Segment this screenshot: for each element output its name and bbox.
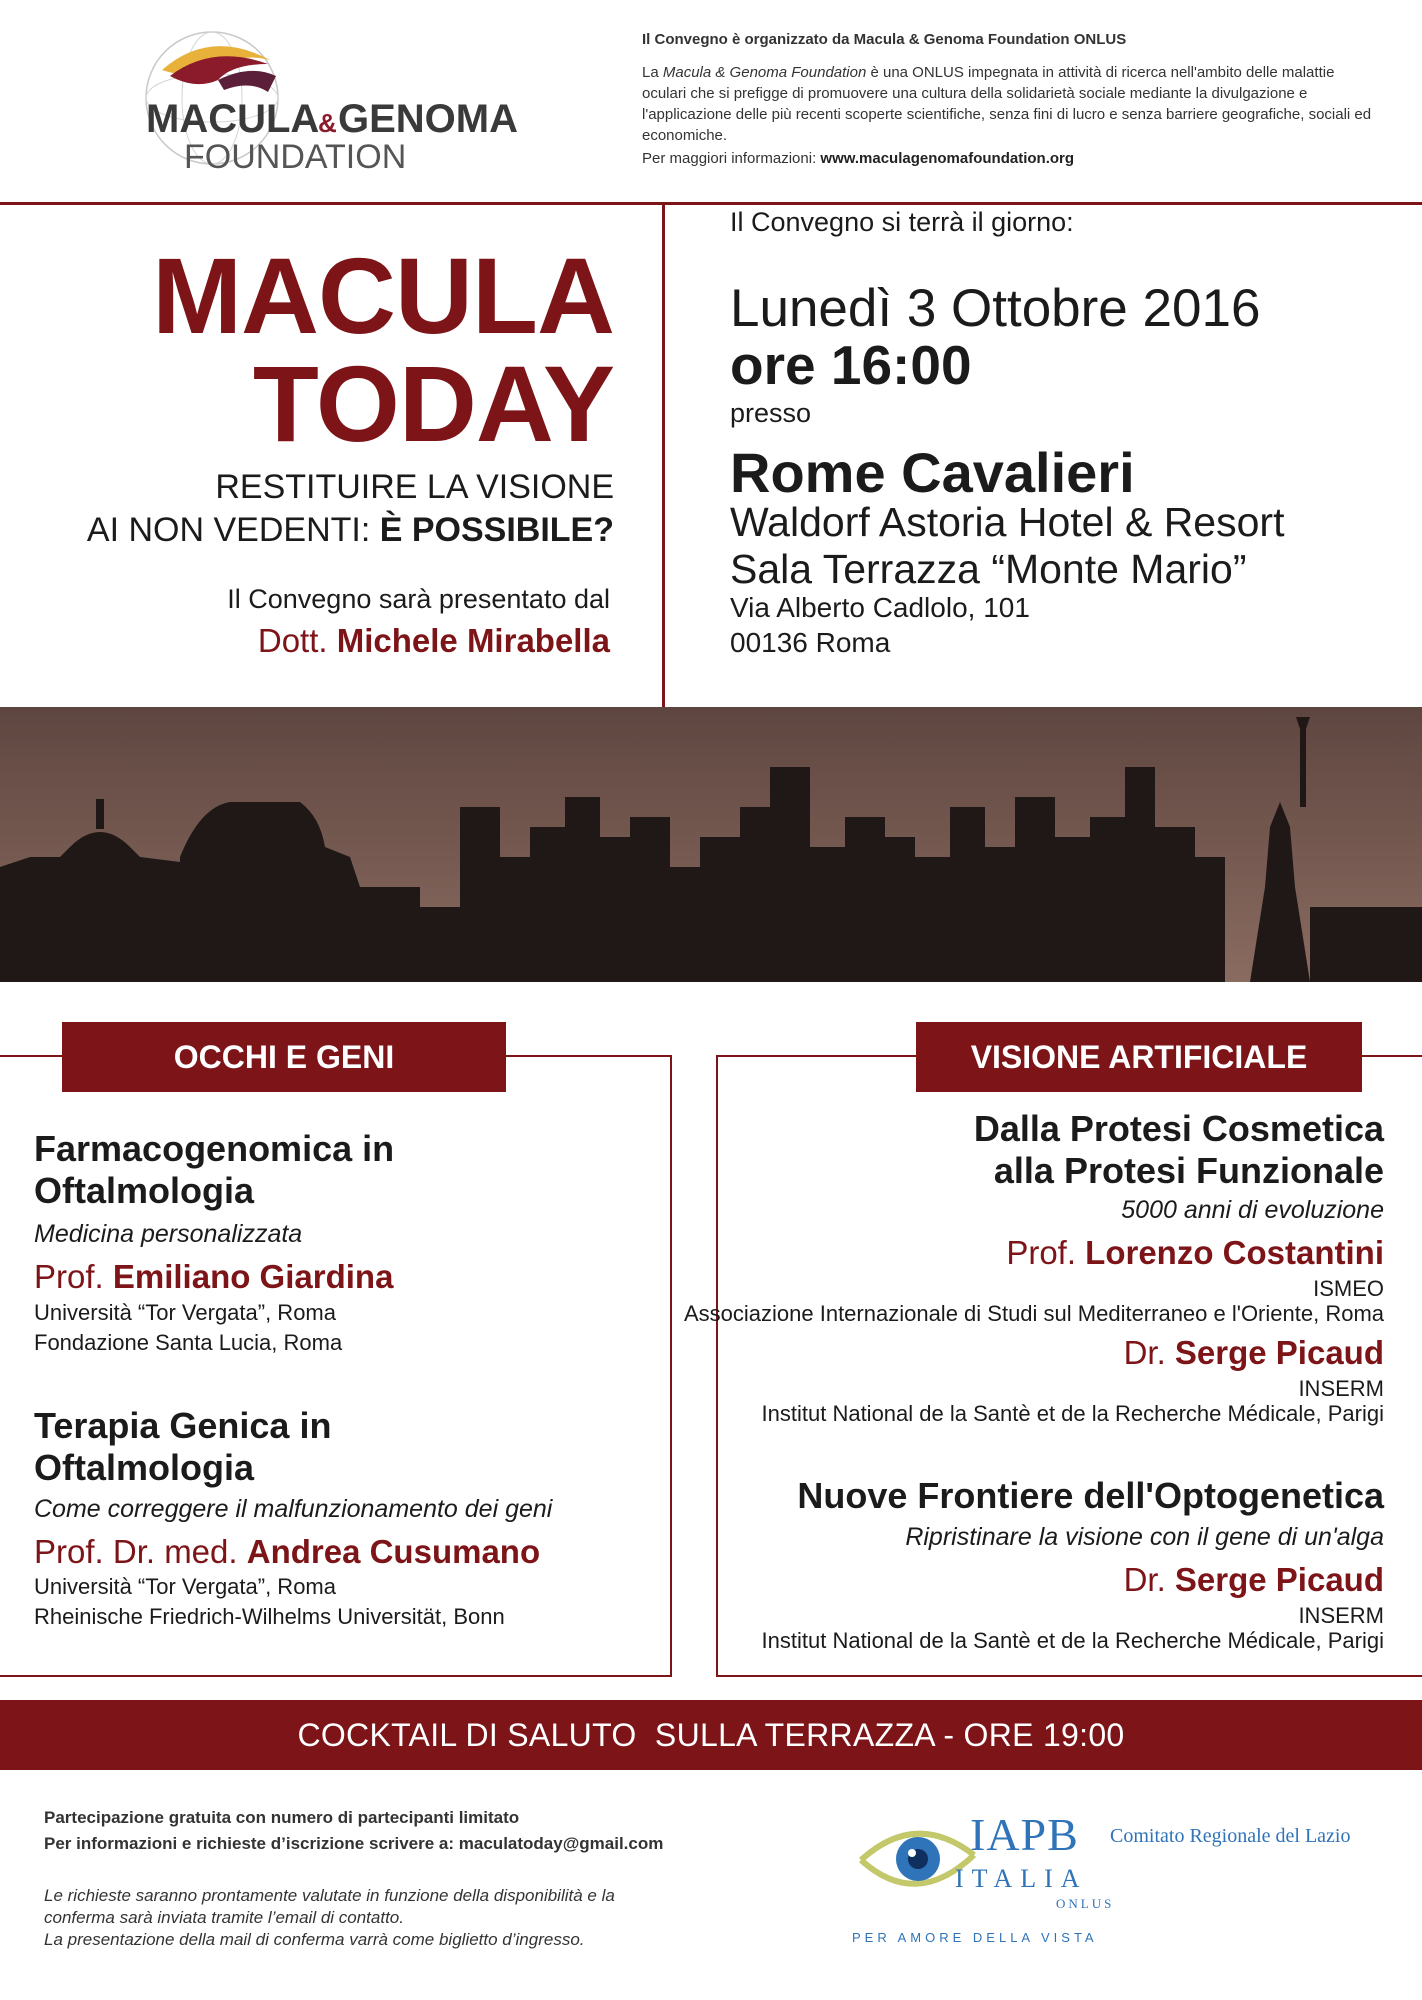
cocktail-banner: COCKTAIL DI SALUTO SULLA TERRAZZA - ORE 19:00 (0, 1700, 1422, 1770)
rtalk2-speaker-name: Serge Picaud (1174, 1561, 1384, 1598)
footer-contact-label: Per informazioni e richieste d’iscrizione scrivere a: (44, 1834, 459, 1853)
talk2-speaker-name: Andrea Cusumano (246, 1533, 541, 1570)
subtitle-line2 (87, 510, 614, 550)
event-presso: presso (730, 398, 812, 428)
talk1-subtitle: Medicina personalizzata (34, 1220, 303, 1248)
logo-word-genoma: GENOMA (338, 97, 518, 141)
presenter-label: Il Convegno sarà presentato dal (227, 584, 610, 614)
talk1-speaker-name: Emiliano Giardina (112, 1258, 394, 1295)
footer-note-1: Le richieste saranno prontamente valutate in funzione della disponibilità e la (44, 1886, 615, 1905)
venue-city: 00136 Roma (730, 627, 891, 658)
rtalk1-speaker2-aff2: Institut National de la Santè et de la Recherche Médicale, Parigi (761, 1401, 1384, 1426)
talk2-title-line2: Oftalmologia (34, 1447, 255, 1488)
rtalk1-speaker2-title: Dr. (1123, 1334, 1175, 1371)
subtitle-line1: RESTITUIRE LA VISIONE (215, 468, 614, 506)
footer-notes (44, 1885, 764, 1951)
subtitle-part-a: AI NON VEDENTI: (86, 511, 380, 549)
iapb-title: IAPB (970, 1809, 1079, 1860)
iapb-onlus: ONLUS (1056, 1896, 1115, 1911)
subtitle-question: È POSSIBILE? (379, 511, 614, 549)
rtalk1-speaker1 (1006, 1234, 1384, 1272)
rtalk2-speaker-title: Dr. (1123, 1561, 1175, 1598)
header-divider (0, 202, 1422, 205)
rtalk2-title: Nuove Frontiere dell'Optogenetica (797, 1475, 1384, 1516)
desc-body: è una ONLUS impegnata in attività di ricerca nell'ambito delle malattie oculari che si prefigge di promuovere una cultura della solidarietà sociale mediante la divulgazione e l'applicazione delle più recenti scoperte scientifiche, senza fini di lucro e senza barriere geografiche, sociali ed economiche. (642, 64, 1372, 144)
talk2-title-line1: Terapia Genica in (34, 1405, 332, 1446)
rtalk1-speaker1-title: Prof. (1006, 1234, 1086, 1271)
venue-hotel: Waldorf Astoria Hotel & Resort (730, 499, 1285, 545)
talk1-speaker-title: Prof. (34, 1258, 113, 1295)
iapb-italia: ITALIA (955, 1864, 1088, 1893)
rtalk1-speaker1-aff1: ISMEO (1313, 1276, 1384, 1301)
talk1-title-line2: Oftalmologia (34, 1170, 255, 1211)
venue-address: Via Alberto Cadlolo, 101 (730, 592, 1030, 623)
rtalk2-aff2: Institut National de la Santè et de la Recherche Médicale, Parigi (761, 1628, 1384, 1653)
rtalk1-speaker1-aff2: Associazione Internazionale di Studi sul Mediterraneo e l'Oriente, Roma (683, 1301, 1384, 1326)
rtalk1-title-line2: alla Protesi Funzionale (993, 1150, 1384, 1191)
footer-contact (44, 1834, 663, 1854)
logo-ampersand: & (318, 108, 337, 138)
talk1-aff2: Fondazione Santa Lucia, Roma (34, 1330, 343, 1355)
talk1-title-line1: Farmacogenomica in (34, 1128, 395, 1169)
title-macula: MACULA (152, 235, 614, 356)
rtalk1-subtitle: 5000 anni di evoluzione (1121, 1196, 1384, 1224)
rtalk2-speaker (1124, 1561, 1384, 1599)
talk1-speaker (34, 1258, 393, 1296)
talk1-aff1: Università “Tor Vergata”, Roma (34, 1300, 336, 1325)
footer-note-3: La presentazione della mail di conferma varrà come biglietto d’ingresso. (44, 1930, 585, 1949)
more-info (642, 150, 1074, 167)
rtalk1-speaker2-aff1: INSERM (1298, 1376, 1384, 1401)
contact-email-link[interactable]: maculatoday@gmail.com (458, 1834, 664, 1853)
more-info-label: Per maggiori informazioni: (642, 150, 821, 167)
center-divider (662, 202, 665, 707)
rtalk2-aff1: INSERM (1298, 1603, 1384, 1628)
talk2-aff2: Rheinische Friedrich-Wilhelms Universität, Bonn (34, 1604, 505, 1629)
rtalk1-speaker2 (1124, 1334, 1384, 1372)
desc-prefix: La (642, 64, 663, 81)
event-intro: Il Convegno si terrà il giorno: (730, 207, 1074, 237)
rtalk1-title-line1: Dalla Protesi Cosmetica (973, 1108, 1384, 1149)
rtalk2-subtitle: Ripristinare la visione con il gene di un'alga (905, 1523, 1384, 1551)
right-section-tag: VISIONE ARTIFICIALE (916, 1022, 1362, 1092)
iapb-committee: Comitato Regionale del Lazio (1110, 1825, 1351, 1847)
foundation-logo (100, 30, 550, 180)
talk2-aff1: Università “Tor Vergata”, Roma (34, 1574, 336, 1599)
presenter-name: Michele Mirabella (336, 622, 610, 659)
title-today: TODAY (252, 343, 614, 464)
website-link[interactable]: www.maculagenomafoundation.org (820, 150, 1075, 167)
footer-participation: Partecipazione gratuita con numero di partecipanti limitato (44, 1808, 520, 1827)
rtalk1-speaker2-name: Serge Picaud (1174, 1334, 1384, 1371)
logo-word-foundation: FOUNDATION (184, 138, 407, 176)
presenter-title: Dott. (257, 622, 337, 659)
talk2-subtitle: Come correggere il malfunzionamento dei geni (34, 1495, 553, 1523)
iapb-motto: PER AMORE DELLA VISTA (852, 1930, 1098, 1945)
organizer-description (642, 62, 1377, 146)
event-time: ore 16:00 (730, 334, 972, 396)
rtalk1-speaker1-name: Lorenzo Costantini (1085, 1234, 1384, 1271)
organizer-heading: Il Convegno è organizzato da Macula & Genoma Foundation ONLUS (642, 31, 1127, 48)
skyline-banner (0, 707, 1422, 982)
talk2-speaker (34, 1533, 540, 1571)
venue-room: Sala Terrazza “Monte Mario” (730, 546, 1247, 592)
talk2-speaker-title: Prof. Dr. med. (34, 1533, 247, 1570)
footer-note-2: conferma sarà inviata tramite l’email di contatto. (44, 1908, 404, 1927)
left-section-tag: OCCHI E GENI (62, 1022, 506, 1092)
desc-foundation-name: Macula & Genoma Foundation (662, 64, 867, 81)
presenter (258, 622, 610, 660)
event-date: Lunedì 3 Ottobre 2016 (730, 279, 1261, 338)
venue-name: Rome Cavalieri (730, 441, 1135, 504)
logo-word-macula: MACULA (146, 97, 320, 141)
